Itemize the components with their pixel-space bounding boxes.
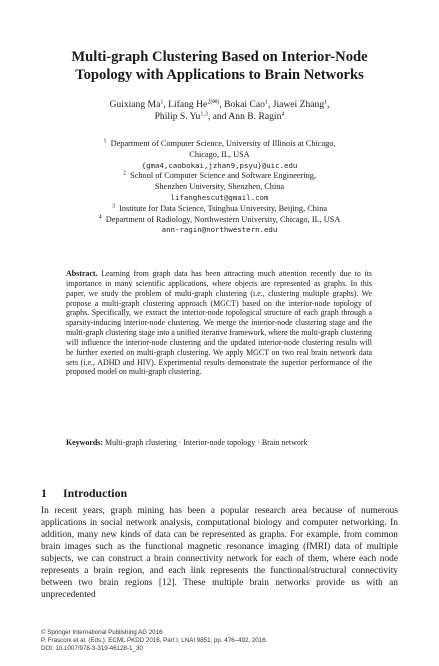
author-list [30, 99, 409, 123]
affil-text: Chicago, IL, USA [189, 149, 250, 159]
section-number: 1 [41, 486, 47, 500]
affiliation-2 [30, 171, 409, 182]
author-name: Philip S. Yu [154, 110, 201, 122]
keywords [66, 438, 372, 448]
affil-text: School of Computer Science and Software Engineering, [130, 171, 317, 181]
publication-info: P. Frasconi et al. (Eds.): ECML PKDD 2016, Part I, LNAI 9851, pp. 476–492, 2016. [41, 637, 268, 645]
author-affil-sup: 1 [160, 99, 164, 106]
title-line-2: Topology with Applications to Brain Networks [75, 67, 364, 83]
author-name: , Lifang He [163, 99, 208, 110]
abstract-text: Learning from graph data has been attracting much attention recently due to its importance in many scientific applications, where objects are represented as graphs. In this paper, we study the problem of multi-graph clustering (i.e., clustering multiple graphs). We propose a multi-graph clustering approach (MGCT) based on the interior-node topology of graphs. Specifically, we extract the interior-node topological structure of each graph through a sparsity-inducing interior-node clustering. We merge the interior-node clustering stage and the multi-graph clustering stage into a unified iterative framework, where the multi-graph clustering will influence the interior-node clustering and the updated interior-node clustering results will be further exerted on multi-graph clustering. We apply MGCT on two real brain network data sets (i.e., ADHD and HIV). Experimental results demonstrate the superior performance of the proposed model on multi-graph clustering. [66, 269, 372, 377]
author-name: Guixiang Ma [109, 99, 161, 110]
affil-number: 2 [122, 170, 126, 177]
abstract [66, 269, 372, 377]
abstract-label: Abstract. [66, 269, 98, 278]
affil-number: 1 [103, 138, 107, 145]
author-affil-sup: 1 [264, 99, 268, 106]
affil-text: Department of Radiology, Northwestern University, Chicago, IL, USA [105, 214, 341, 224]
affil-number: 3 [111, 203, 115, 210]
affiliation-3 [30, 204, 409, 215]
author-affil-sup: 2(✉) [207, 99, 220, 106]
page-footer [41, 629, 398, 654]
author-affil-sup: 1,3 [200, 111, 208, 118]
keywords-text: Multi-graph clustering · Interior-node topology · Brain network [105, 438, 308, 447]
affil-email[interactable]: lifanghescut@gmail.com [170, 192, 269, 202]
author-name: , Bokai Cao [219, 99, 265, 110]
author-name: , and Ann B. Ragin [207, 110, 282, 122]
author-affil-sup: 1 [324, 99, 328, 106]
author-affil-sup: 4 [281, 111, 285, 118]
keywords-label: Keywords: [66, 438, 104, 447]
author-separator: , [327, 99, 330, 110]
paper-title [30, 48, 409, 84]
citation-link[interactable]: [12] [158, 578, 175, 588]
affil-email[interactable]: {gma4,caobokai,jzhan9,psyu}@uic.edu [141, 160, 298, 170]
affiliations [30, 139, 409, 236]
section-title: Introduction [63, 486, 128, 500]
affil-text: Institute for Data Science, Tsinghua University, Beijing, China [119, 203, 328, 213]
author-name: , Jiawei Zhang [267, 99, 325, 110]
title-line-1: Multi-graph Clustering Based on Interior-Node [71, 49, 368, 65]
section-heading [41, 486, 127, 501]
affil-number: 4 [98, 213, 102, 220]
affil-text: Department of Computer Science, University of Illinois at Chicago, [110, 139, 336, 148]
doi-line[interactable]: DOI: 10.1007/978-3-319-46128-1_30 [41, 645, 143, 653]
author-line-2 [30, 111, 409, 123]
author-line-1 [30, 99, 409, 111]
affiliation-1 [30, 139, 409, 150]
affil-text: Shenzhen University, Shenzhen, China [154, 182, 285, 192]
copyright-line: © Springer International Publishing AG 2016 [41, 629, 163, 636]
affil-email[interactable]: ann-ragin@northwestern.edu [161, 225, 278, 235]
affiliation-4 [30, 215, 409, 226]
intro-text: . These multiple brain networks provide us with an unprecedented [41, 578, 398, 600]
introduction-paragraph [41, 505, 398, 601]
intro-text: In recent years, graph mining has been a popular research area because of numerous applications in social network analysis, computational biology and computer networking. In addition, many new kinds of data can be represented as graphs. For example, from common brain images such as the functional magnetic resonance imaging (fMRI) data of multiple subjects, we can construct a brain connectivity network for each of them, where each node represents a brain region, and each link represents the functional/structural connectivity between two brain regions [41, 506, 398, 588]
